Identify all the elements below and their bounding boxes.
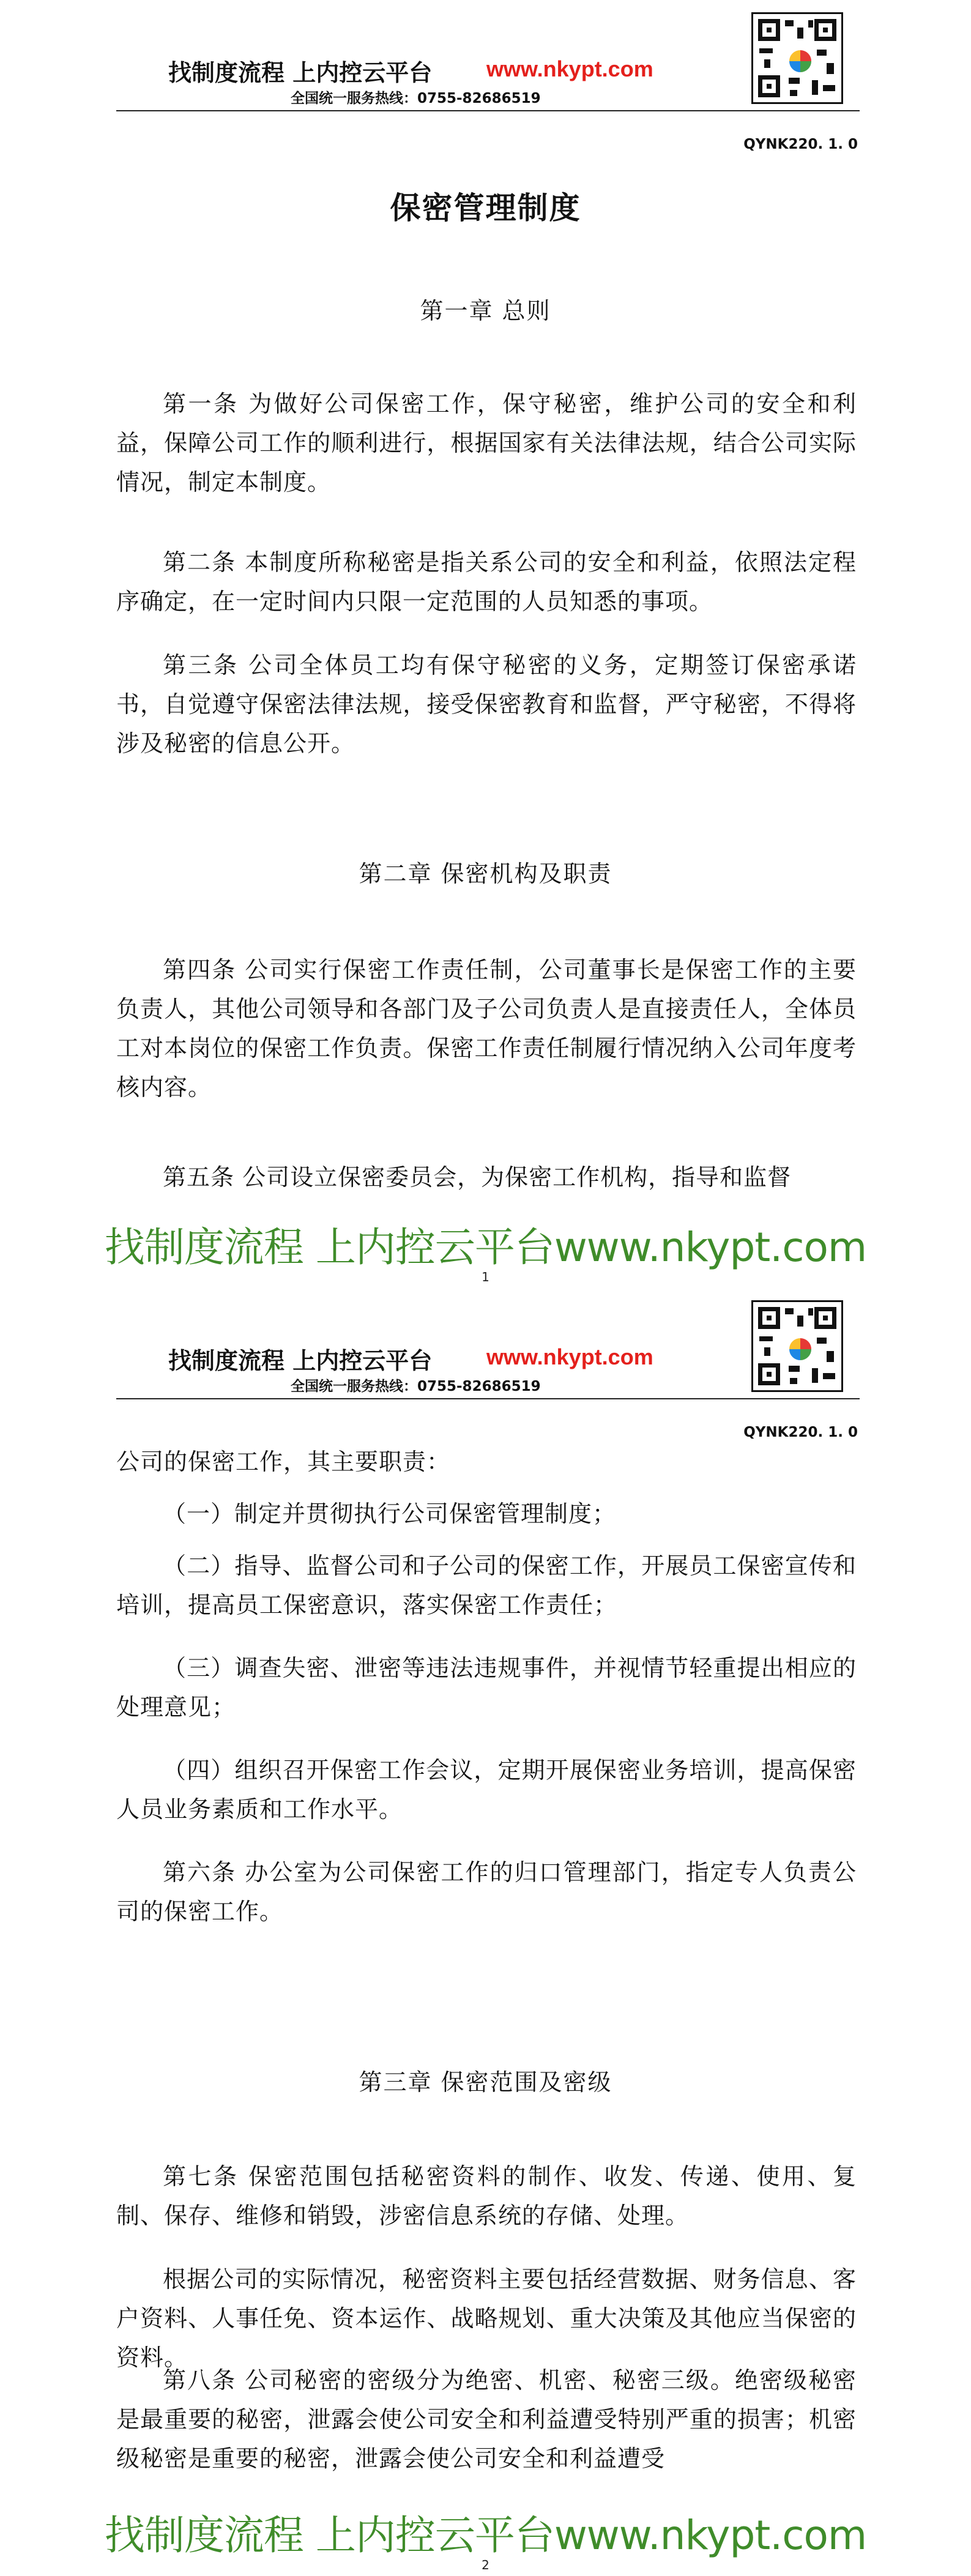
header-title: 找制度流程 上内控云平台 <box>168 59 433 86</box>
article-paragraph: 公司的保密工作，其主要职责： <box>116 1448 451 1475</box>
article-paragraph: （二）指导、监督公司和子公司的保密工作，开展员工保密宣传和培训，提高员工保密意识，落实保密工作责任； <box>116 1552 857 1618</box>
header-divider <box>116 110 860 111</box>
header-url[interactable]: www.nkypt.com <box>486 1344 653 1369</box>
article-paragraph: （三）调查失密、泄密等违法违规事件，并视情节轻重提出相应的处理意见； <box>116 1655 857 1721</box>
header-hotline: 全国统一服务热线：0755-82686519 <box>291 91 541 106</box>
footer-watermark: 找制度流程 上内控云平台www.nkypt.com <box>104 2512 867 2559</box>
qr-code-icon <box>751 1300 843 1392</box>
article-paragraph: 第二条 本制度所称秘密是指关系公司的安全和利益，依照法定程序确定，在一定时间内只限一定范围的人员知悉的事项。 <box>116 549 857 615</box>
article-paragraph: 第三条 公司全体员工均有保守秘密的义务，定期签订保密承诺书，自觉遵守保密法律法规，接受保密教育和监督，严守秘密，不得将涉及秘密的信息公开。 <box>116 652 857 757</box>
header-hotline: 全国统一服务热线：0755-82686519 <box>291 1379 541 1394</box>
document-code: QYNK220. 1. 0 <box>743 1424 858 1440</box>
article-paragraph: 第一条 为做好公司保密工作，保守秘密，维护公司的安全和利益，保障公司工作的顺利进行，根据国家有关法律法规，结合公司实际情况，制定本制度。 <box>116 390 857 496</box>
article-paragraph: 第四条 公司实行保密工作责任制，公司董事长是保密工作的主要负责人，其他公司领导和各部门及子公司负责人是直接责任人，全体员工对本岗位的保密工作负责。保密工作责任制履行情况纳入公司年度考核内容。 <box>116 956 857 1101</box>
page-number: 1 <box>482 1270 489 1284</box>
article-paragraph: （一）制定并贯彻执行公司保密管理制度； <box>163 1500 617 1527</box>
qr-code-icon <box>751 12 843 104</box>
chapter-heading: 第一章 总则 <box>420 297 551 324</box>
document-page-2 <box>0 1288 971 2576</box>
footer-watermark: 找制度流程 上内控云平台www.nkypt.com <box>104 1224 867 1271</box>
header-url[interactable]: www.nkypt.com <box>486 56 653 81</box>
chapter-heading: 第三章 保密范围及密级 <box>359 2069 612 2096</box>
chapter-heading: 第二章 保密机构及职责 <box>359 860 612 887</box>
page-number: 2 <box>482 2558 489 2572</box>
article-paragraph: 第五条 公司设立保密委员会，为保密工作机构，指导和监督 <box>163 1164 792 1191</box>
document-title: 保密管理制度 <box>390 190 581 226</box>
article-paragraph: 第八条 公司秘密的密级分为绝密、机密、秘密三级。绝密级秘密是最重要的秘密，泄露会使公司安全和利益遭受特别严重的损害；机密级秘密是重要的秘密，泄露会使公司安全和利益遭受 <box>116 2367 857 2472</box>
article-paragraph: 第六条 办公室为公司保密工作的归口管理部门，指定专人负责公司的保密工作。 <box>116 1859 857 1925</box>
article-paragraph: （四）组织召开保密工作会议，定期开展保密业务培训，提高保密人员业务素质和工作水平。 <box>116 1757 857 1823</box>
header-divider <box>116 1398 860 1399</box>
article-paragraph: 根据公司的实际情况，秘密资料主要包括经营数据、财务信息、客户资料、人事任免、资本运作、战略规划、重大决策及其他应当保密的资料。 <box>116 2266 857 2371</box>
article-paragraph: 第七条 保密范围包括秘密资料的制作、收发、传递、使用、复制、保存、维修和销毁，涉密信息系统的存储、处理。 <box>116 2163 857 2229</box>
document-code: QYNK220. 1. 0 <box>743 136 858 152</box>
header-title: 找制度流程 上内控云平台 <box>168 1347 433 1374</box>
